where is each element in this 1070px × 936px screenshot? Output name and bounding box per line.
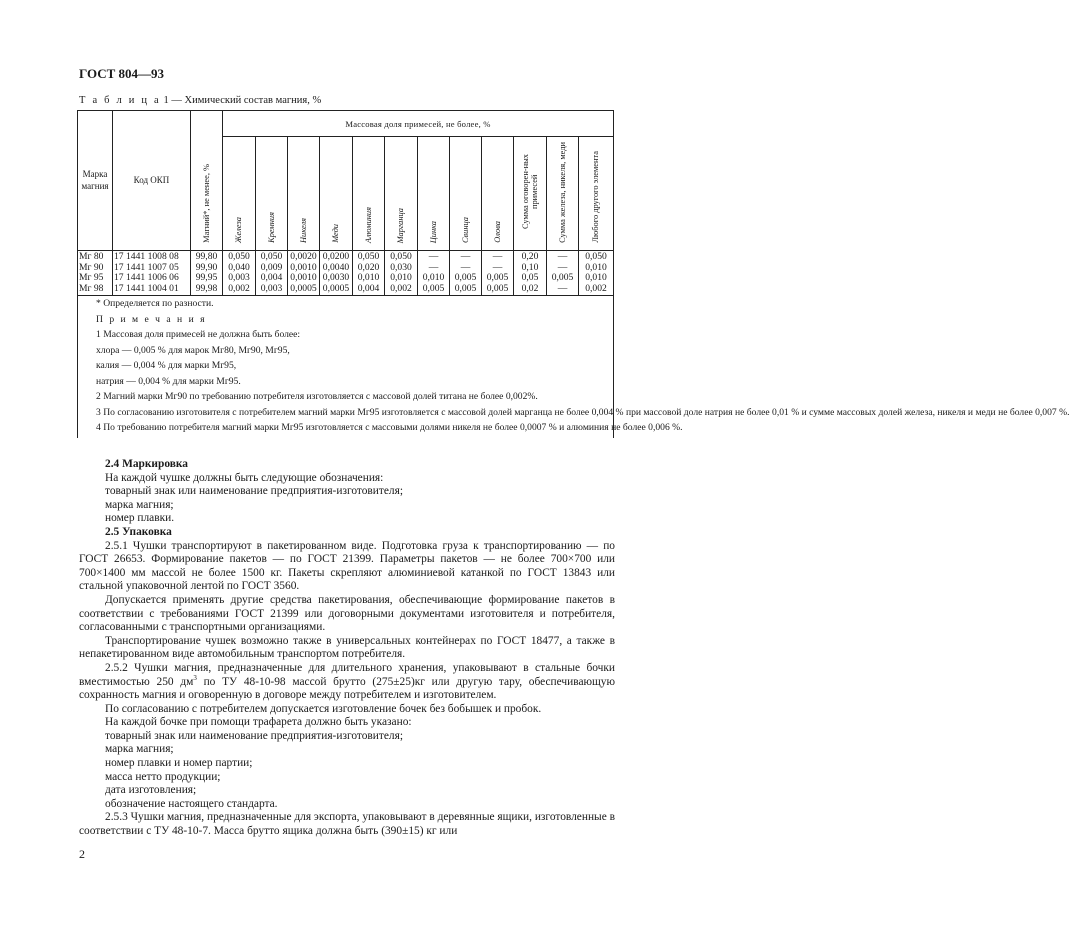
cell-impurity: 0,0030	[320, 273, 353, 284]
cell-marka: Мг 80	[78, 251, 113, 263]
header-impurity-8	[482, 137, 514, 251]
page-number: 2	[79, 847, 85, 861]
cell-impurity: 0,005	[450, 273, 482, 284]
header-impurity-label: Меди	[331, 224, 341, 243]
table-notes	[78, 296, 1070, 438]
cell-impurity: 0,003	[256, 284, 288, 296]
cell-impurity: —	[547, 263, 579, 274]
cell-magnesium: 99,95	[191, 273, 223, 284]
cell-okp: 17 1441 1006 06	[113, 273, 191, 284]
cell-impurity: 0,0010	[288, 263, 320, 274]
body-text	[79, 458, 615, 839]
table-caption	[79, 95, 321, 106]
table-caption-label: Т а б л и ц а	[79, 95, 161, 106]
note-4: 4 По требованию потребителя магний марки Мг95 изготовляется с массовыми долями никеля не более 0,0007 % и алюминия не более 0,006 %.	[96, 422, 683, 433]
cell-impurity: 0,010	[418, 273, 450, 284]
cell-marka: Мг 95	[78, 273, 113, 284]
cell-impurity: 0,050	[256, 251, 288, 263]
para-2-5-2-a: 2.5.2 Чушки магния, предназначенные для длительного хранения, упаковывают в стальные бочки вместимостью 250 дм	[79, 661, 615, 688]
cell-impurity: 0,002	[579, 284, 614, 296]
cell-impurity: 0,005	[482, 284, 514, 296]
cell-impurity: 0,005	[450, 284, 482, 296]
table-row	[78, 251, 614, 263]
header-impurity-label: Сумма оговорен-ных примесей	[520, 154, 539, 230]
cell-impurity: 0,0040	[320, 263, 353, 274]
cell-impurity: 0,005	[547, 273, 579, 284]
cell-impurity: 0,010	[385, 273, 418, 284]
header-impurity-3	[320, 137, 353, 251]
cell-impurity: —	[482, 263, 514, 274]
header-impurity-9	[514, 137, 547, 251]
header-impurity-label: Никеля	[298, 218, 308, 243]
header-impurities-group: Массовая доля примесей, не более, %	[223, 111, 614, 137]
cell-impurity: —	[547, 251, 579, 263]
cell-impurity: —	[547, 284, 579, 296]
cell-impurity: —	[450, 263, 482, 274]
barrel-item-3: номер плавки и номер партии;	[105, 757, 253, 770]
note-3: 3 По согласованию изготовителя с потребителем магний марки Мг95 изготовляется с массовой долей марганца не более 0,004 % при массовой доле натрия не более 0,01 % и сумме массовых долей железа, никеля и меди не более 0,007 %.	[96, 406, 1070, 418]
cell-impurity: —	[418, 251, 450, 263]
section-2-4-title: 2.4 Маркировка	[105, 458, 188, 470]
header-impurity-label: Свинца	[460, 216, 470, 243]
cell-impurity: —	[482, 251, 514, 263]
cell-okp: 17 1441 1004 01	[113, 284, 191, 296]
cell-impurity: 0,0010	[288, 273, 320, 284]
marking-item-1: товарный знак или наименование предприятия-изготовителя;	[105, 485, 404, 498]
section-2-4-intro: На каждой чушке должны быть следующие обозначения:	[105, 471, 384, 484]
cell-impurity: 0,005	[418, 284, 450, 296]
cell-impurity: 0,004	[353, 284, 385, 296]
cell-impurity: 0,050	[385, 251, 418, 263]
para-2-5-2-b2: По согласованию с потребителем допускается изготовление бочек без бобышек и пробок.	[105, 702, 542, 715]
barrel-item-6: обозначение настоящего стандарта.	[105, 797, 278, 810]
cell-magnesium: 99,90	[191, 263, 223, 274]
cubic-superscript: 3	[193, 673, 197, 682]
header-impurity-label: Любого другого элемента	[591, 151, 601, 243]
cell-impurity: 0,010	[353, 273, 385, 284]
header-impurity-label: Железа	[234, 216, 244, 243]
header-impurity-label: Сумма железа, никеля, меди	[557, 142, 567, 243]
cell-impurity: 0,010	[579, 273, 614, 284]
cell-impurity: 0,0005	[320, 284, 353, 296]
header-impurity-label: Олова	[492, 221, 502, 243]
cell-impurity: 0,05	[514, 273, 547, 284]
header-impurity-5	[385, 137, 418, 251]
cell-okp: 17 1441 1008 08	[113, 251, 191, 263]
notes-title: П р и м е ч а н и я	[96, 313, 207, 325]
cell-okp: 17 1441 1007 05	[113, 263, 191, 274]
cell-impurity: 0,002	[223, 284, 256, 296]
note-1-potassium: калия — 0,004 % для марки Мг95,	[96, 360, 237, 371]
para-2-5-1: 2.5.1 Чушки транспортируют в пакетированном виде. Подготовка груза к транспортированию — по ГОСТ 26653. Формирование пакетов — по ГОСТ 21399. Параметры пакетов — не более 700×700 или 700×1400 мм массой не более 1500 кг. Пакеты скрепляют алюминиевой катанкой по ГОСТ 13843 или стальной упаковочной лентой по ГОСТ 3560.	[79, 539, 615, 593]
cell-impurity: 0,02	[514, 284, 547, 296]
cell-impurity: 0,050	[353, 251, 385, 263]
cell-impurity: 0,030	[385, 263, 418, 274]
cell-impurity: 0,0200	[320, 251, 353, 263]
para-2-5-2	[79, 662, 615, 703]
cell-magnesium: 99,80	[191, 251, 223, 263]
cell-marka: Мг 98	[78, 284, 113, 296]
cell-impurity: 0,004	[256, 273, 288, 284]
table-row	[78, 273, 614, 284]
header-magnesium	[191, 111, 223, 251]
header-impurity-6	[418, 137, 450, 251]
cell-impurity: 0,0005	[288, 284, 320, 296]
note-1-chlorine: хлора — 0,005 % для марок Мг80, Мг90, Мг95,	[96, 344, 290, 356]
barrel-item-5: дата изготовления;	[105, 784, 197, 797]
cell-impurity: 0,0020	[288, 251, 320, 263]
cell-impurity: 0,040	[223, 263, 256, 274]
header-impurity-11	[579, 137, 614, 251]
cell-impurity: 0,009	[256, 263, 288, 274]
header-impurity-0	[223, 137, 256, 251]
para-2-5-1-b: Допускается применять другие средства пакетирования, обеспечивающие формирование пакетов в соответствии с требованиями ГОСТ 21399 или договорными документами изготовителя и потребителя, согласованными с транспортными организациями.	[79, 593, 615, 634]
document-header: ГОСТ 804—93	[79, 66, 165, 81]
cell-impurity: 0,005	[482, 273, 514, 284]
section-2-5-title: 2.5 Упаковка	[105, 525, 172, 538]
header-impurity-label: Цинка	[428, 220, 438, 243]
table-row	[78, 284, 614, 296]
header-impurity-4	[353, 137, 385, 251]
cell-impurity: 0,002	[385, 284, 418, 296]
barrel-item-2: марка магния;	[105, 743, 174, 756]
cell-magnesium: 99,98	[191, 284, 223, 296]
cell-impurity: —	[418, 263, 450, 274]
chemical-composition-table	[77, 110, 1070, 438]
cell-impurity: 0,10	[514, 263, 547, 274]
header-impurity-2	[288, 137, 320, 251]
note-2: 2 Магний марки Мг90 по требованию потребителя изготовляется с массовой долей титана не более 0,002%.	[96, 391, 538, 402]
header-impurity-10	[547, 137, 579, 251]
table-caption-text: 1 — Химический состав магния, %	[163, 95, 322, 106]
header-impurity-label: Алюминия	[363, 206, 373, 243]
barrel-item-1: товарный знак или наименование предприятия-изготовителя;	[105, 729, 404, 742]
header-impurity-label: Марганца	[396, 207, 406, 243]
marking-item-3: номер плавки.	[105, 512, 175, 525]
cell-impurity: 0,010	[579, 263, 614, 274]
cell-impurity: 0,050	[579, 251, 614, 263]
para-2-5-1-c: Транспортирование чушек возможно также в универсальных контейнерах по ГОСТ 18477, а также в непакетированном виде автомобильным транспортом потребителя.	[79, 634, 615, 661]
cell-impurity: 0,050	[223, 251, 256, 263]
header-magnesium-text: Магний*, не менее, %	[201, 164, 211, 243]
header-impurity-1	[256, 137, 288, 251]
header-impurity-label: Кремния	[266, 212, 276, 243]
para-2-5-3: 2.5.3 Чушки магния, предназначенные для экспорта, упаковывают в деревянные ящики, изготовленные в соответствии с ТУ 48-10-7. Масса брутто ящика должна быть (390±15) кг или	[79, 811, 615, 838]
cell-impurity: —	[450, 251, 482, 263]
cell-impurity: 0,003	[223, 273, 256, 284]
table-footnote: * Определяется по разности.	[96, 298, 214, 309]
marking-item-2: марка магния;	[105, 498, 174, 511]
note-1-sodium: натрия — 0,004 % для марки Мг95.	[96, 375, 241, 387]
note-1: 1 Массовая доля примесей не должна быть более:	[96, 329, 301, 340]
header-impurity-7	[450, 137, 482, 251]
cell-impurity: 0,20	[514, 251, 547, 263]
header-okp: Код ОКП	[113, 111, 191, 251]
para-2-5-2-b: по ТУ 48-10-98 массой брутто (275±25)кг или другую тару, обеспечивающую сохранность магния и оговоренную в договоре между потребителем и изготовителем.	[79, 675, 615, 702]
para-2-5-2-c: На каждой бочке при помощи трафарета должно быть указано:	[105, 716, 412, 729]
cell-impurity: 0,020	[353, 263, 385, 274]
barrel-item-4: масса нетто продукции;	[105, 770, 221, 783]
header-marka: Марка магния	[78, 111, 113, 251]
cell-marka: Мг 90	[78, 263, 113, 274]
